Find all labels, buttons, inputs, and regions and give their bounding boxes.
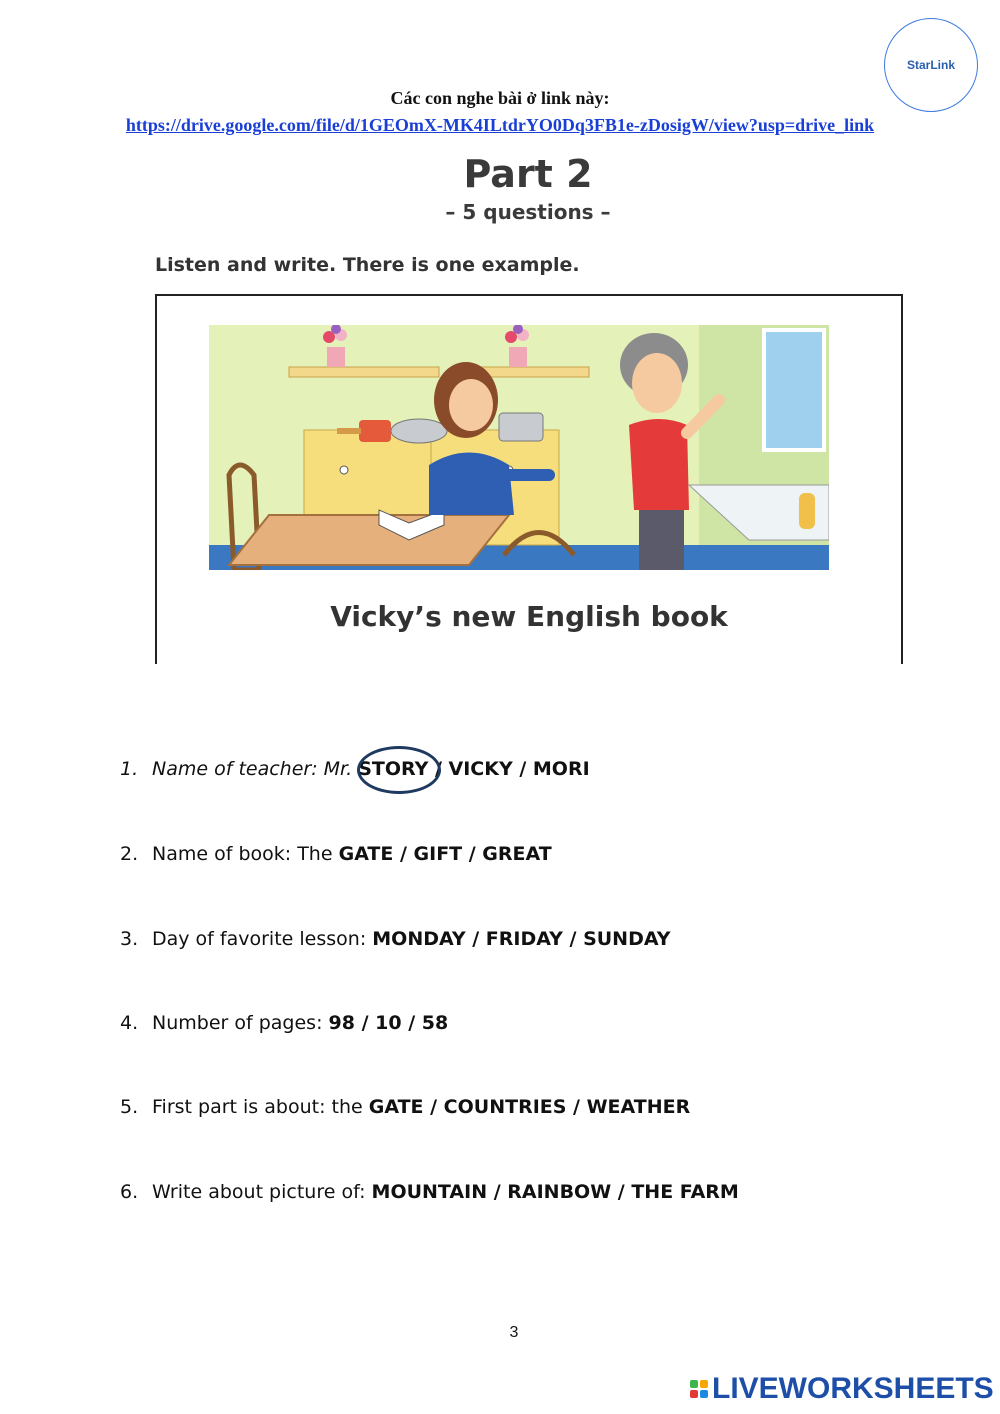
- question-number: 6.: [120, 1181, 139, 1203]
- part-subtitle: – 5 questions –: [445, 200, 611, 224]
- question-label: Name of book: The: [152, 843, 333, 865]
- picture-caption: Vicky’s new English book: [330, 600, 728, 633]
- kitchen-illustration: [209, 325, 829, 570]
- question-item: [120, 758, 590, 780]
- question-options[interactable]: GATE / COUNTRIES / WEATHER: [368, 1096, 691, 1118]
- part-title: Part 2: [463, 152, 593, 196]
- question-number: 2.: [120, 843, 139, 865]
- question-item: [120, 928, 671, 950]
- question-item: [120, 1096, 690, 1118]
- question-label: Number of pages:: [152, 1012, 323, 1034]
- instruction: Listen and write. There is one example.: [155, 254, 580, 276]
- question-options[interactable]: MOUNTAIN / RAINBOW / THE FARM: [371, 1181, 739, 1203]
- question-number: 4.: [120, 1012, 139, 1034]
- logo-text: StarLink: [906, 58, 955, 72]
- question-item: [120, 1181, 739, 1203]
- answer-circle-mark: [357, 746, 441, 794]
- brand-text: LIVEWORKSHEETS: [712, 1372, 994, 1405]
- question-options[interactable]: MONDAY / FRIDAY / SUNDAY: [372, 928, 671, 950]
- question-number: 5.: [120, 1096, 139, 1118]
- audio-link[interactable]: https://drive.google.com/file/d/1GEOmX-MK4ILtdrYO0Dq3FB1e-zDosigW/view?usp=drive_link: [125, 115, 875, 135]
- question-options[interactable]: 98 / 10 / 58: [328, 1012, 449, 1034]
- question-options[interactable]: GATE / GIFT / GREAT: [338, 843, 552, 865]
- question-label: Day of favorite lesson:: [152, 928, 367, 950]
- liveworksheets-icon: [690, 1380, 708, 1398]
- question-label: Name of teacher: Mr.: [152, 758, 353, 780]
- intro-text: Các con nghe bài ở link này:: [390, 88, 610, 108]
- question-number: 1.: [120, 758, 139, 780]
- question-label: Write about picture of:: [152, 1181, 366, 1203]
- question-item: [120, 1012, 448, 1034]
- question-number: 3.: [120, 928, 139, 950]
- question-label: First part is about: the: [152, 1096, 363, 1118]
- question-item: [120, 843, 552, 865]
- liveworksheets-logo: [690, 1372, 994, 1406]
- page-number: 3: [509, 1324, 519, 1341]
- question-options[interactable]: STORY / VICKY / MORI: [358, 758, 590, 780]
